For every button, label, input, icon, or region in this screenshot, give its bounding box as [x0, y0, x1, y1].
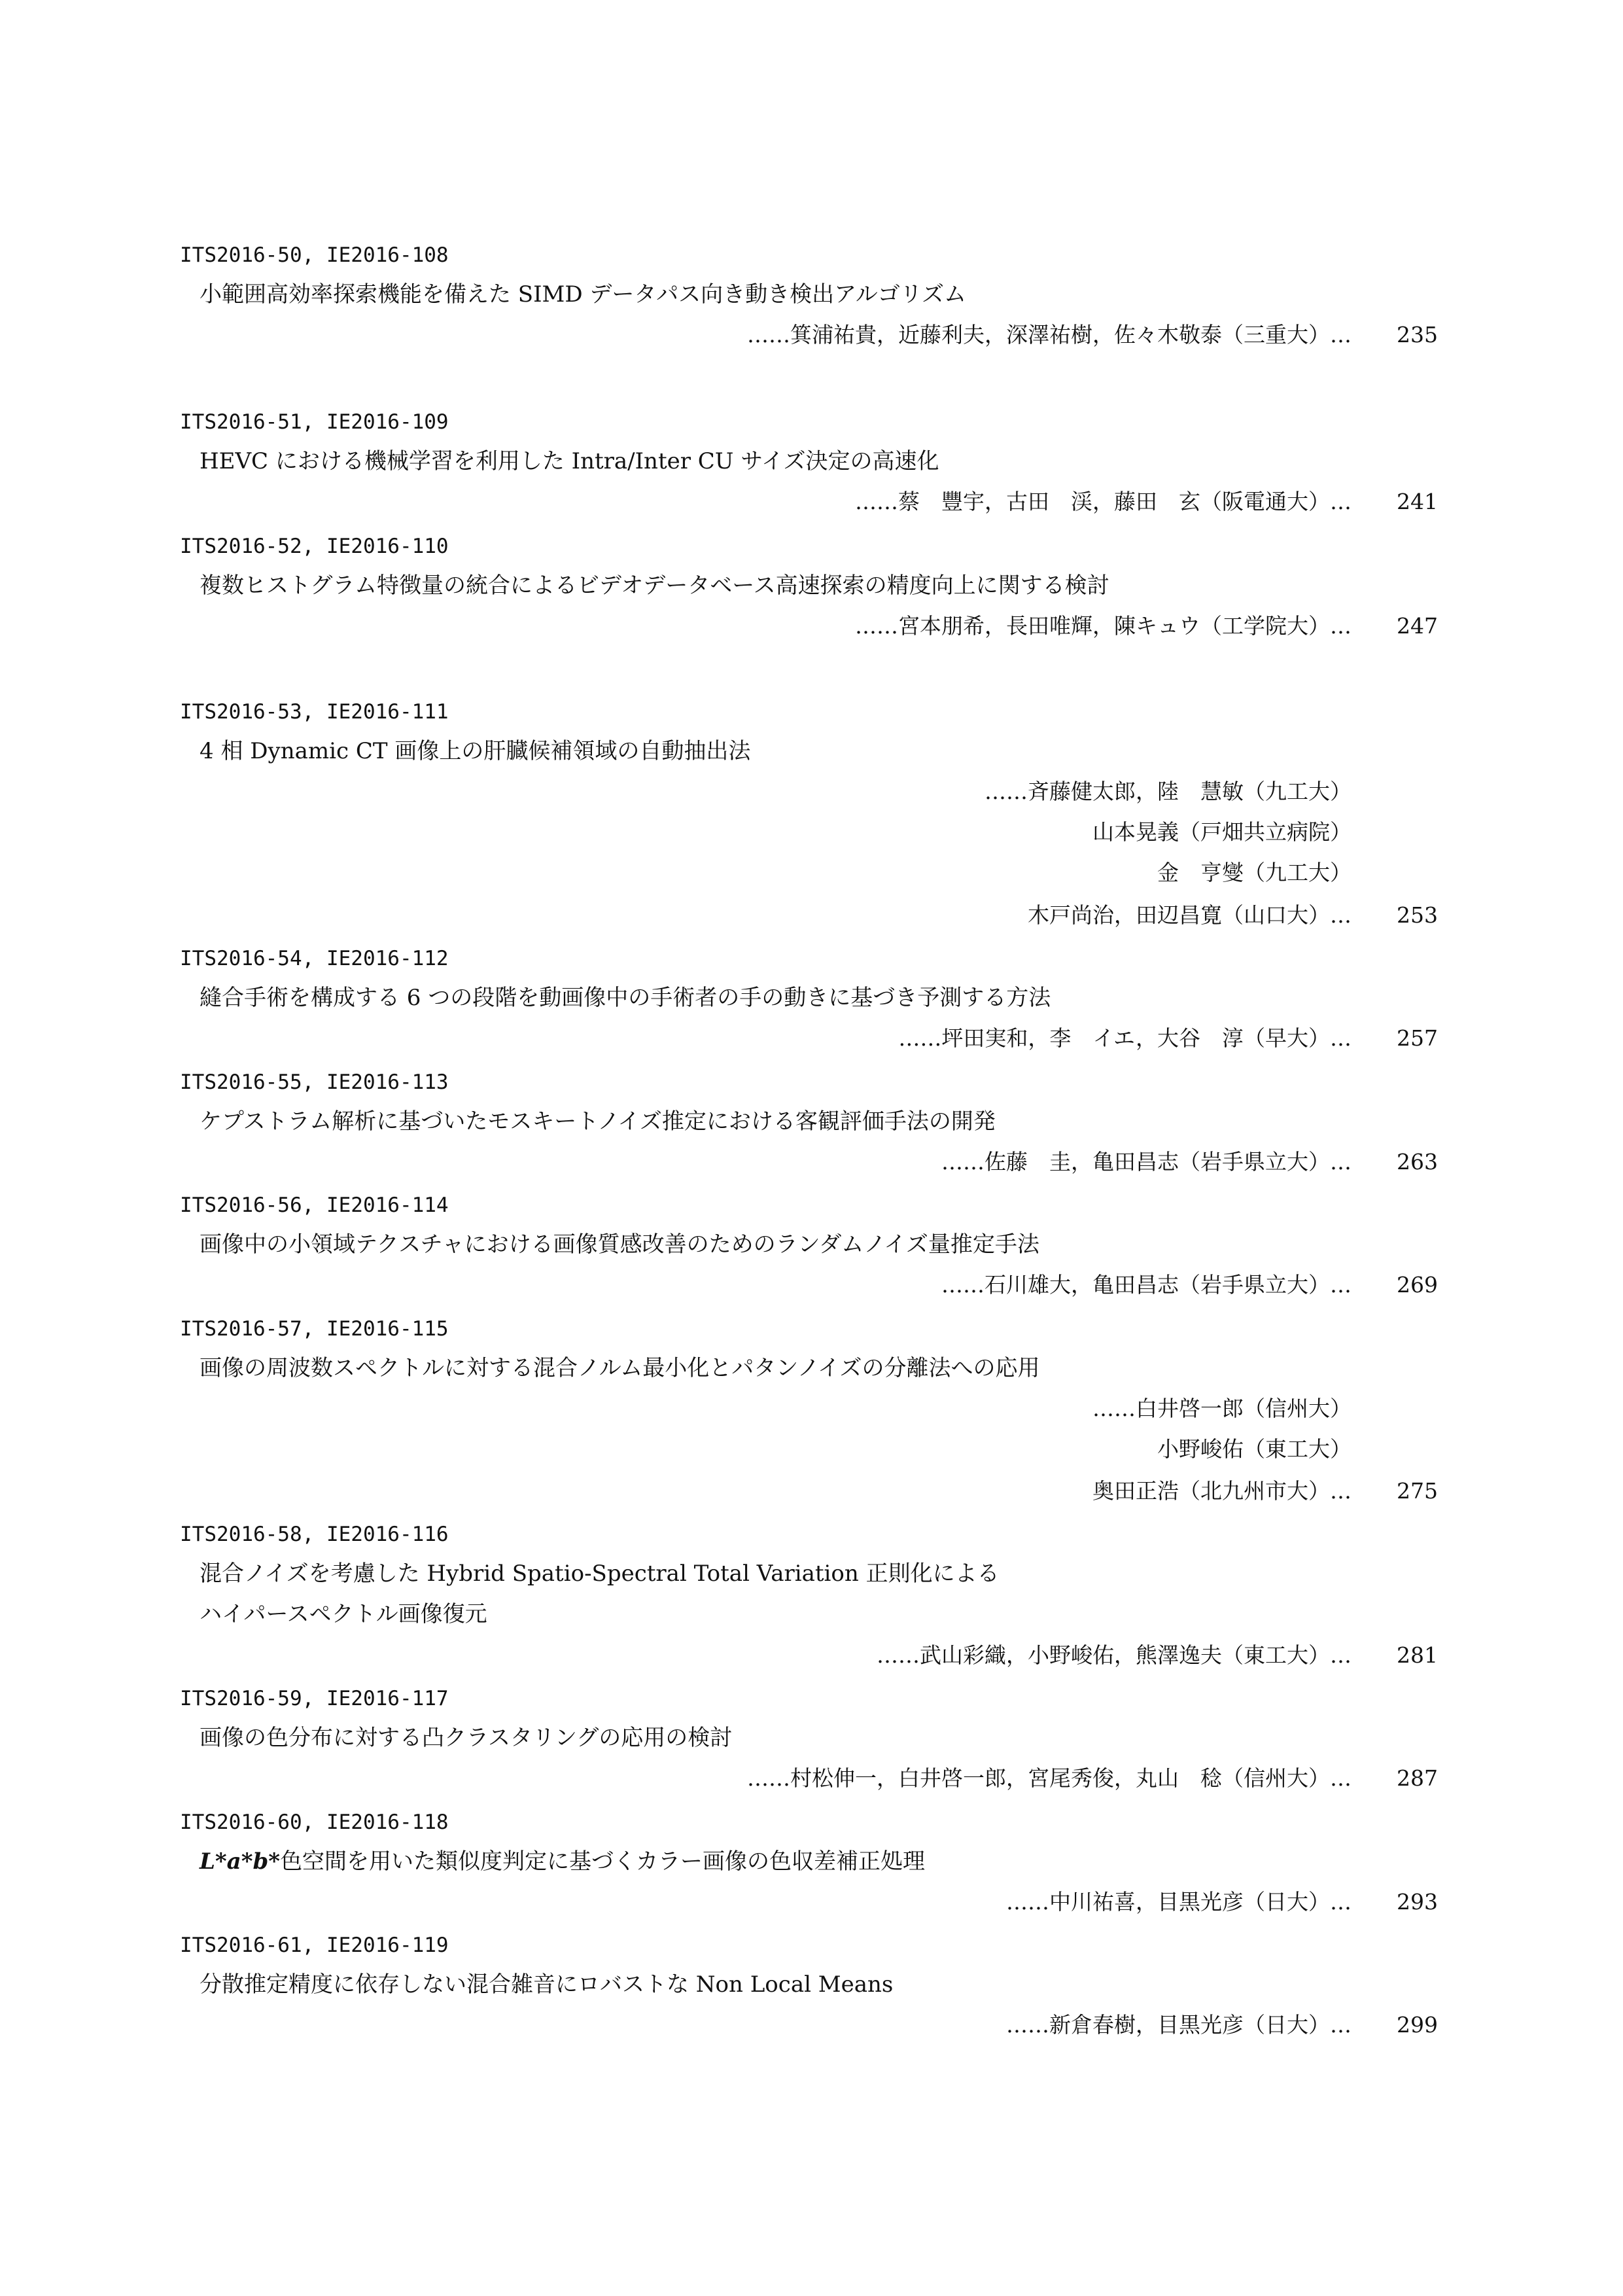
page-number: 287	[1397, 1765, 1438, 1791]
paper-title-rest: 色空間を用いた類似度判定に基づくカラー画像の色収差補正処理	[280, 1848, 926, 1875]
paper-code: ITS2016-52, IE2016-110	[180, 535, 449, 558]
paper-title: HEVC における機械学習を利用した Intra/Inter CU サイズ決定の高速化	[200, 448, 939, 474]
paper-authors: ……武山彩織，小野峻佑，熊澤逸夫（東工大）…	[877, 1642, 1352, 1668]
paper-authors: ……蔡 豐宇，古田 渓，藤田 玄（阪電通大）…	[855, 489, 1352, 514]
paper-title	[200, 1847, 925, 1876]
paper-code: ITS2016-55, IE2016-113	[180, 1070, 449, 1094]
page-number: 257	[1397, 1025, 1438, 1051]
paper-code: ITS2016-61, IE2016-119	[180, 1934, 449, 1957]
color-space-name: L*a*b*	[200, 1848, 281, 1875]
page-number: 253	[1397, 902, 1438, 928]
paper-title: 4 相 Dynamic CT 画像上の肝臓候補領域の自動抽出法	[200, 738, 751, 764]
paper-title: 画像中の小領域テクスチャにおける画像質感改善のためのランダムノイズ量推定手法	[200, 1231, 1039, 1258]
paper-code: ITS2016-57, IE2016-115	[180, 1317, 449, 1341]
paper-code: ITS2016-56, IE2016-114	[180, 1193, 449, 1217]
page-number: 247	[1397, 613, 1438, 639]
paper-authors: ……中川祐喜，目黒光彦（日大）…	[1006, 1889, 1352, 1915]
paper-authors: ……坪田実和，李 イエ，大谷 淳（早大）…	[898, 1025, 1352, 1051]
paper-code: ITS2016-50, IE2016-108	[180, 243, 449, 267]
paper-authors: ……新倉春樹，目黒光彦（日大）…	[1006, 2012, 1352, 2038]
paper-authors: 奥田正浩（北九州市大）…	[1092, 1478, 1352, 1504]
paper-authors: 小野峻佑（東工大）	[1157, 1436, 1352, 1462]
paper-title: ケプストラム解析に基づいたモスキートノイズ推定における客観評価手法の開発	[200, 1108, 996, 1135]
paper-authors: 木戸尚治，田辺昌寛（山口大）…	[1028, 902, 1352, 928]
page-number: 241	[1397, 489, 1438, 514]
paper-authors: ……白井啓一郎（信州大）	[1092, 1396, 1352, 1421]
page-number: 275	[1397, 1478, 1438, 1504]
paper-authors: 山本晃義（戸畑共立病院）	[1092, 819, 1352, 845]
page-number: 299	[1397, 2012, 1438, 2038]
paper-code: ITS2016-51, IE2016-109	[180, 410, 449, 434]
page-number: 293	[1397, 1889, 1438, 1915]
paper-authors: ……佐藤 圭，亀田昌志（岩手県立大）…	[941, 1149, 1352, 1174]
paper-authors: ……箕浦祐貴，近藤利夫，深澤祐樹，佐々木敬泰（三重大）…	[747, 322, 1352, 347]
paper-code: ITS2016-54, IE2016-112	[180, 947, 449, 970]
paper-authors: ……宮本朋希，長田唯輝，陳キュウ（工学院大）…	[855, 613, 1352, 639]
page-number: 263	[1397, 1149, 1438, 1174]
paper-title-continued: ハイパースペクトル画像復元	[200, 1601, 487, 1627]
paper-authors: ……斉藤健太郎，陸 慧敏（九工大）	[985, 779, 1352, 804]
paper-title: 縫合手術を構成する 6 つの段階を動画像中の手術者の手の動きに基づき予測する方法	[200, 985, 1051, 1011]
paper-code: ITS2016-53, IE2016-111	[180, 700, 449, 724]
page-number: 269	[1397, 1272, 1438, 1298]
paper-title: 画像の周波数スペクトルに対する混合ノルム最小化とパタンノイズの分離法への応用	[200, 1355, 1040, 1381]
paper-title: 分散推定精度に依存しない混合雑音にロバストな Non Local Means	[200, 1971, 894, 1998]
page-number: 281	[1397, 1642, 1438, 1668]
paper-title: 複数ヒストグラム特徴量の統合によるビデオデータベース高速探索の精度向上に関する検討	[200, 573, 1109, 599]
paper-authors: ……村松伸一，白井啓一郎，宮尾秀俊，丸山 稔（信州大）…	[747, 1765, 1352, 1791]
paper-authors: 金 亨燮（九工大）	[1157, 860, 1352, 885]
paper-title: 小範囲高効率探索機能を備えた SIMD データパス向き動き検出アルゴリズム	[200, 281, 967, 308]
paper-code: ITS2016-59, IE2016-117	[180, 1687, 449, 1710]
page-number: 235	[1397, 322, 1438, 347]
paper-code: ITS2016-60, IE2016-118	[180, 1810, 449, 1834]
paper-title: 画像の色分布に対する凸クラスタリングの応用の検討	[200, 1725, 733, 1751]
paper-code: ITS2016-58, IE2016-116	[180, 1523, 449, 1546]
paper-authors: ……石川雄大，亀田昌志（岩手県立大）…	[941, 1272, 1352, 1298]
paper-title: 混合ノイズを考慮した Hybrid Spatio-Spectral Total Variation 正則化による	[200, 1561, 1000, 1587]
